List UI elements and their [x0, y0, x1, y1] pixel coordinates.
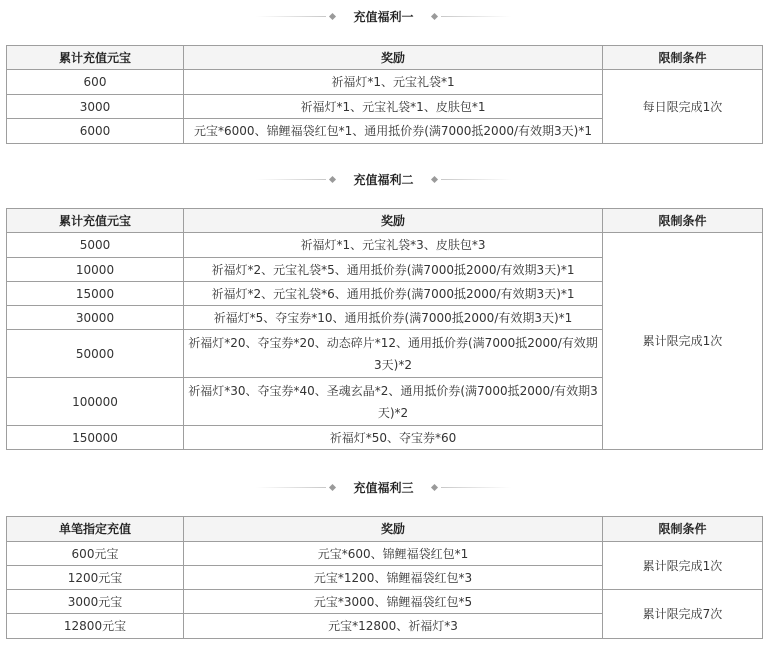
- table-row: [7, 233, 763, 258]
- limit-cell: 累计限完成7次: [603, 590, 763, 639]
- limit-cell: 累计限完成1次: [603, 233, 763, 450]
- diamond-icon: [329, 483, 336, 490]
- section-1-title: [0, 6, 767, 26]
- reward-cell: 元宝*1200、锦鲤福袋红包*3: [184, 566, 603, 590]
- reward-cell: 祈福灯*1、元宝礼袋*3、皮肤包*3: [184, 233, 603, 258]
- section-title-text: 充值福利三: [353, 480, 414, 495]
- reward-table-3: [6, 516, 763, 639]
- reward-cell: 祈福灯*2、元宝礼袋*6、通用抵价券(满7000抵2000/有效期3天)*1: [184, 282, 603, 306]
- amount-cell: 12800元宝: [7, 614, 184, 639]
- amount-cell: 30000: [7, 306, 184, 330]
- table-row: [7, 590, 763, 614]
- title-decoration-right: [428, 485, 511, 490]
- amount-cell: 600元宝: [7, 542, 184, 566]
- table-row: [7, 542, 763, 566]
- title-decoration-left: [256, 14, 339, 19]
- reward-table-1: [6, 45, 763, 144]
- table-header-row: [7, 209, 763, 233]
- reward-cell: 祈福灯*30、夺宝券*40、圣魂玄晶*2、通用抵价券(满7000抵2000/有效期3天)*2: [184, 378, 603, 426]
- amount-cell: 5000: [7, 233, 184, 258]
- diamond-icon: [430, 175, 437, 182]
- section-title-text: 充值福利二: [353, 172, 414, 187]
- table-header-row: [7, 517, 763, 542]
- reward-cell: 元宝*3000、锦鲤福袋红包*5: [184, 590, 603, 614]
- header-limit: 限制条件: [603, 209, 763, 233]
- header-amount: 单笔指定充值: [7, 517, 184, 542]
- reward-cell: 祈福灯*1、元宝礼袋*1: [184, 70, 603, 95]
- diamond-icon: [329, 175, 336, 182]
- amount-cell: 3000元宝: [7, 590, 184, 614]
- amount-cell: 6000: [7, 119, 184, 144]
- title-decoration-right: [428, 14, 511, 19]
- reward-cell: 祈福灯*50、夺宝券*60: [184, 426, 603, 450]
- amount-cell: 150000: [7, 426, 184, 450]
- title-decoration-left: [256, 177, 339, 182]
- reward-cell: 祈福灯*20、夺宝券*20、动态碎片*12、通用抵价券(满7000抵2000/有效期3天)*2: [184, 330, 603, 378]
- section-title-text: 充值福利一: [353, 9, 414, 24]
- diamond-icon: [430, 12, 437, 19]
- reward-table-2: [6, 208, 763, 450]
- reward-cell: 祈福灯*1、元宝礼袋*1、皮肤包*1: [184, 95, 603, 119]
- amount-cell: 50000: [7, 330, 184, 378]
- section-3-title: [0, 477, 767, 497]
- header-reward: 奖励: [184, 517, 603, 542]
- title-decoration-right: [428, 177, 511, 182]
- header-limit: 限制条件: [603, 517, 763, 542]
- title-decoration-left: [256, 485, 339, 490]
- reward-cell: 祈福灯*5、夺宝券*10、通用抵价券(满7000抵2000/有效期3天)*1: [184, 306, 603, 330]
- amount-cell: 3000: [7, 95, 184, 119]
- table-row: [7, 70, 763, 95]
- diamond-icon: [430, 483, 437, 490]
- header-reward: 奖励: [184, 209, 603, 233]
- amount-cell: 15000: [7, 282, 184, 306]
- header-amount: 累计充值元宝: [7, 209, 184, 233]
- header-limit: 限制条件: [603, 46, 763, 70]
- limit-cell: 累计限完成1次: [603, 542, 763, 590]
- amount-cell: 10000: [7, 258, 184, 282]
- header-amount: 累计充值元宝: [7, 46, 184, 70]
- limit-cell: 每日限完成1次: [603, 70, 763, 144]
- diamond-icon: [329, 12, 336, 19]
- amount-cell: 100000: [7, 378, 184, 426]
- reward-cell: 元宝*6000、锦鲤福袋红包*1、通用抵价券(满7000抵2000/有效期3天)*1: [184, 119, 603, 144]
- reward-cell: 元宝*12800、祈福灯*3: [184, 614, 603, 639]
- reward-cell: 元宝*600、锦鲤福袋红包*1: [184, 542, 603, 566]
- section-2-title: [0, 169, 767, 189]
- table-header-row: [7, 46, 763, 70]
- amount-cell: 1200元宝: [7, 566, 184, 590]
- header-reward: 奖励: [184, 46, 603, 70]
- amount-cell: 600: [7, 70, 184, 95]
- reward-cell: 祈福灯*2、元宝礼袋*5、通用抵价券(满7000抵2000/有效期3天)*1: [184, 258, 603, 282]
